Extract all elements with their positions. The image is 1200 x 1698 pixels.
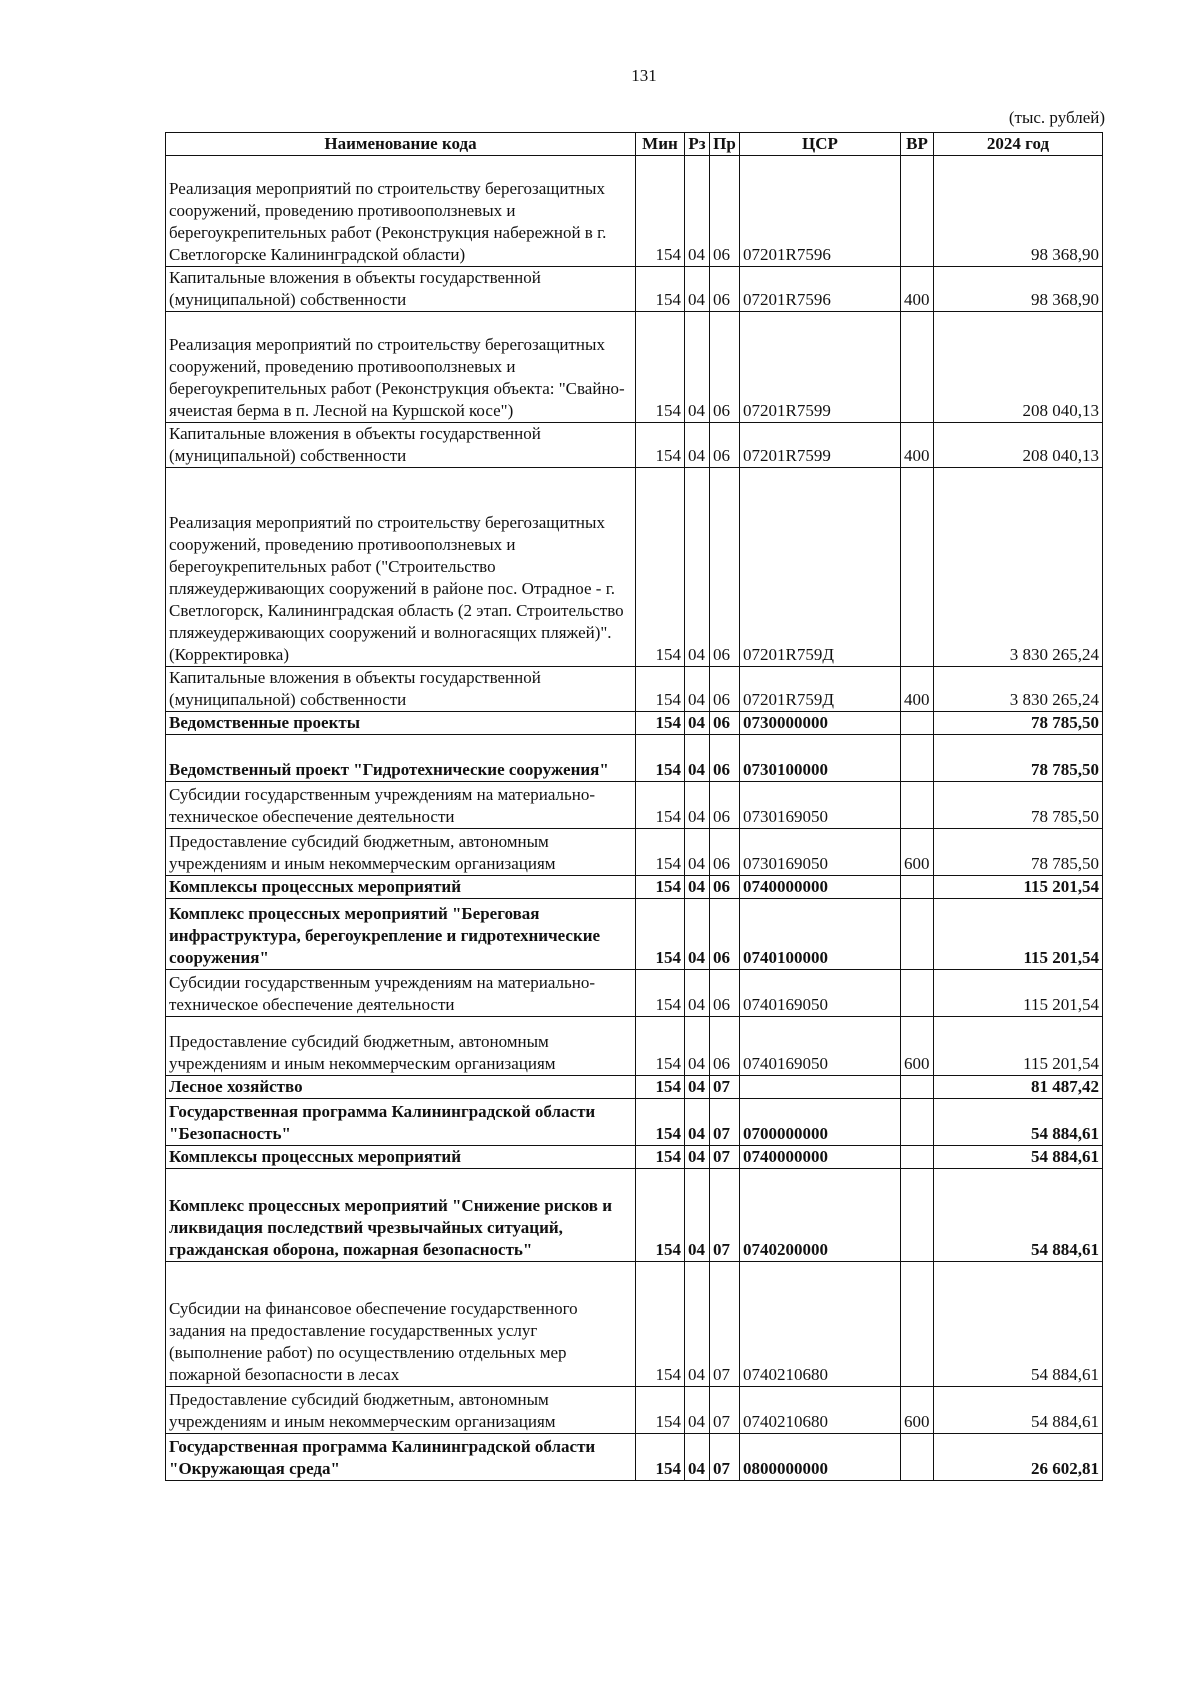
header-min: Мин [636,133,685,156]
cell-name: Комплексы процессных мероприятий [166,1146,636,1169]
cell-csr: 07201R7599 [740,312,901,423]
cell-name: Капитальные вложения в объекты государственной (муниципальной) собственности [166,423,636,468]
table-row [166,712,1103,735]
table-row [166,267,1103,312]
cell-amount: 115 201,54 [934,970,1103,1017]
cell-name: Предоставление субсидий бюджетным, автономным учреждениям и иным некоммерческим организациям [166,1017,636,1076]
cell-vr [901,735,934,782]
cell-amount: 98 368,90 [934,156,1103,267]
cell-name: Реализация мероприятий по строительству берегозащитных сооружений, проведению противооползневых и берегоукрепительных работ ("Строительство пляжеудерживающих сооружений в районе пос. Отрадное - г. Светлогорск, Калининградская область (2 этап. Строительство пляжеудерживающих сооружений и волногасящих пляжей)". (Корректировка) [166,468,636,667]
cell-pr: 06 [710,312,740,423]
cell-rz: 04 [685,876,710,899]
cell-rz: 04 [685,782,710,829]
cell-vr [901,312,934,423]
cell-amount: 208 040,13 [934,423,1103,468]
cell-rz: 04 [685,1099,710,1146]
page-number: 131 [631,66,657,85]
cell-vr [901,899,934,970]
cell-rz: 04 [685,667,710,712]
table-row [166,156,1103,267]
table-row [166,876,1103,899]
cell-rz: 04 [685,735,710,782]
cell-pr: 06 [710,1017,740,1076]
cell-csr: 0740000000 [740,876,901,899]
table-row [166,1262,1103,1387]
budget-table [165,132,1103,1481]
cell-name: Ведомственные проекты [166,712,636,735]
cell-pr: 06 [710,970,740,1017]
cell-name: Комплекс процессных мероприятий "Снижение рисков и ликвидация последствий чрезвычайных ситуаций, гражданская оборона, пожарная безопасность" [166,1169,636,1262]
cell-csr: 0740210680 [740,1262,901,1387]
cell-name: Реализация мероприятий по строительству берегозащитных сооружений, проведению противооползневых и берегоукрепительных работ (Реконструкция набережной в г. Светлогорске Калининградской области) [166,156,636,267]
cell-name: Предоставление субсидий бюджетным, автономным учреждениям и иным некоммерческим организациям [166,829,636,876]
cell-vr [901,156,934,267]
cell-rz: 04 [685,1169,710,1262]
cell-csr: 0800000000 [740,1434,901,1481]
cell-min: 154 [636,1262,685,1387]
cell-rz: 04 [685,712,710,735]
cell-min: 154 [636,712,685,735]
cell-pr: 06 [710,899,740,970]
cell-amount: 3 830 265,24 [934,468,1103,667]
table-row [166,667,1103,712]
cell-name: Капитальные вложения в объекты государственной (муниципальной) собственности [166,267,636,312]
table-row [166,1017,1103,1076]
table-row [166,899,1103,970]
cell-amount: 208 040,13 [934,312,1103,423]
cell-vr [901,712,934,735]
cell-vr [901,468,934,667]
cell-pr: 07 [710,1099,740,1146]
cell-min: 154 [636,1387,685,1434]
cell-csr: 07201R7596 [740,156,901,267]
header-pr: Пр [710,133,740,156]
cell-csr: 0730100000 [740,735,901,782]
cell-min: 154 [636,468,685,667]
cell-min: 154 [636,1169,685,1262]
cell-rz: 04 [685,423,710,468]
units-label: (тыс. рублей) [1008,108,1105,127]
cell-amount: 54 884,61 [934,1387,1103,1434]
cell-name: Ведомственный проект "Гидротехнические сооружения" [166,735,636,782]
cell-pr: 06 [710,423,740,468]
cell-min: 154 [636,1146,685,1169]
table-row [166,312,1103,423]
cell-vr: 600 [901,1017,934,1076]
table-row [166,829,1103,876]
header-vr: ВР [901,133,934,156]
cell-csr: 0740169050 [740,1017,901,1076]
cell-min: 154 [636,1017,685,1076]
cell-rz: 04 [685,1076,710,1099]
cell-rz: 04 [685,1017,710,1076]
cell-amount: 78 785,50 [934,735,1103,782]
cell-name: Государственная программа Калининградской области "Окружающая среда" [166,1434,636,1481]
cell-min: 154 [636,735,685,782]
cell-csr: 0740210680 [740,1387,901,1434]
cell-name: Государственная программа Калининградской области "Безопасность" [166,1099,636,1146]
cell-vr: 400 [901,667,934,712]
header-rz: Рз [685,133,710,156]
table-row [166,1434,1103,1481]
cell-min: 154 [636,1099,685,1146]
cell-vr [901,1169,934,1262]
cell-csr: 0730169050 [740,829,901,876]
cell-vr: 400 [901,267,934,312]
cell-min: 154 [636,312,685,423]
cell-name: Предоставление субсидий бюджетным, автономным учреждениям и иным некоммерческим организациям [166,1387,636,1434]
cell-amount: 115 201,54 [934,899,1103,970]
cell-min: 154 [636,1434,685,1481]
cell-amount: 3 830 265,24 [934,667,1103,712]
cell-pr: 07 [710,1387,740,1434]
cell-vr [901,1262,934,1387]
cell-pr: 06 [710,735,740,782]
table-row [166,1169,1103,1262]
cell-pr: 06 [710,468,740,667]
cell-rz: 04 [685,899,710,970]
cell-rz: 04 [685,156,710,267]
cell-min: 154 [636,782,685,829]
cell-csr: 07201R7596 [740,267,901,312]
cell-rz: 04 [685,267,710,312]
cell-amount: 54 884,61 [934,1146,1103,1169]
cell-name: Лесное хозяйство [166,1076,636,1099]
cell-vr [901,1099,934,1146]
header-name: Наименование кода [166,133,636,156]
cell-rz: 04 [685,1262,710,1387]
cell-rz: 04 [685,1387,710,1434]
cell-pr: 06 [710,876,740,899]
cell-name: Субсидии государственным учреждениям на материально-техническое обеспечение деятельности [166,970,636,1017]
cell-amount: 81 487,42 [934,1076,1103,1099]
cell-amount: 54 884,61 [934,1262,1103,1387]
cell-min: 154 [636,970,685,1017]
cell-rz: 04 [685,1146,710,1169]
cell-rz: 04 [685,970,710,1017]
cell-csr: 07201R759Д [740,667,901,712]
cell-vr [901,970,934,1017]
table-row [166,735,1103,782]
cell-rz: 04 [685,829,710,876]
cell-vr [901,1434,934,1481]
cell-rz: 04 [685,312,710,423]
cell-name: Капитальные вложения в объекты государственной (муниципальной) собственности [166,667,636,712]
cell-csr: 07201R759Д [740,468,901,667]
header-csr: ЦСР [740,133,901,156]
cell-pr: 07 [710,1076,740,1099]
cell-name: Субсидии государственным учреждениям на материально-техническое обеспечение деятельности [166,782,636,829]
cell-amount: 98 368,90 [934,267,1103,312]
cell-min: 154 [636,829,685,876]
cell-min: 154 [636,423,685,468]
cell-amount: 78 785,50 [934,829,1103,876]
cell-pr: 07 [710,1146,740,1169]
cell-name: Субсидии на финансовое обеспечение государственного задания на предоставление государственных услуг (выполнение работ) по осуществлению отдельных мер пожарной безопасности в лесах [166,1262,636,1387]
cell-vr: 600 [901,829,934,876]
cell-pr: 07 [710,1262,740,1387]
cell-amount: 78 785,50 [934,712,1103,735]
cell-pr: 06 [710,829,740,876]
cell-csr: 0730169050 [740,782,901,829]
cell-amount: 54 884,61 [934,1169,1103,1262]
cell-csr: 0730000000 [740,712,901,735]
cell-pr: 06 [710,712,740,735]
cell-amount: 78 785,50 [934,782,1103,829]
cell-vr [901,876,934,899]
cell-name: Комплексы процессных мероприятий [166,876,636,899]
cell-amount: 115 201,54 [934,876,1103,899]
cell-vr [901,782,934,829]
cell-vr: 600 [901,1387,934,1434]
table-row [166,970,1103,1017]
cell-pr: 06 [710,267,740,312]
cell-amount: 26 602,81 [934,1434,1103,1481]
cell-rz: 04 [685,1434,710,1481]
cell-name: Реализация мероприятий по строительству берегозащитных сооружений, проведению противооползневых и берегоукрепительных работ (Реконструкция объекта: "Свайно-ячеистая берма в п. Лесной на Куршской косе") [166,312,636,423]
table-row [166,1146,1103,1169]
cell-pr: 06 [710,667,740,712]
cell-vr [901,1146,934,1169]
cell-min: 154 [636,1076,685,1099]
cell-csr: 0700000000 [740,1099,901,1146]
cell-rz: 04 [685,468,710,667]
table-row [166,468,1103,667]
cell-pr: 07 [710,1434,740,1481]
cell-min: 154 [636,899,685,970]
cell-csr: 0740100000 [740,899,901,970]
cell-pr: 07 [710,1169,740,1262]
cell-amount: 54 884,61 [934,1099,1103,1146]
cell-vr [901,1076,934,1099]
cell-csr: 0740000000 [740,1146,901,1169]
cell-min: 154 [636,267,685,312]
cell-csr [740,1076,901,1099]
table-row [166,782,1103,829]
cell-min: 154 [636,667,685,712]
table-row [166,423,1103,468]
cell-csr: 07201R7599 [740,423,901,468]
cell-pr: 06 [710,782,740,829]
cell-min: 154 [636,156,685,267]
cell-name: Комплекс процессных мероприятий "Береговая инфраструктура, берегоукрепление и гидротехнические сооружения" [166,899,636,970]
cell-csr: 0740169050 [740,970,901,1017]
header-amount: 2024 год [934,133,1103,156]
table-body [166,156,1103,1481]
table-row [166,1099,1103,1146]
cell-csr: 0740200000 [740,1169,901,1262]
table-header-row [166,133,1103,156]
cell-vr: 400 [901,423,934,468]
cell-amount: 115 201,54 [934,1017,1103,1076]
cell-min: 154 [636,876,685,899]
table-row [166,1076,1103,1099]
cell-pr: 06 [710,156,740,267]
table-row [166,1387,1103,1434]
